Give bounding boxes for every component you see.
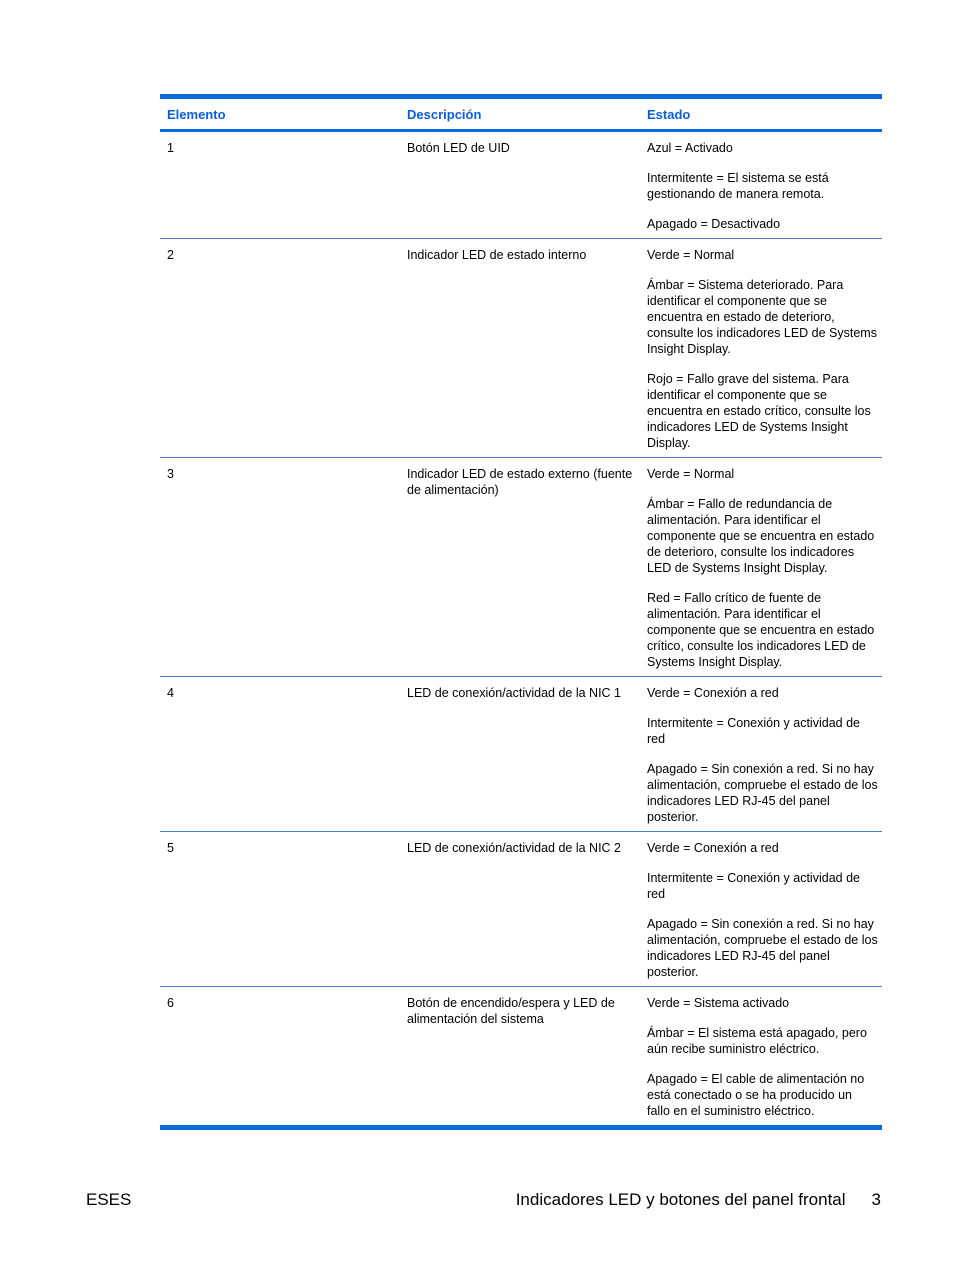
page-number: 3: [871, 1190, 881, 1209]
header-estado: Estado: [647, 106, 691, 122]
description-cell: LED de conexión/actividad de la NIC 2: [407, 841, 622, 855]
table-row: [160, 132, 882, 238]
status-cell: [640, 247, 882, 451]
status-line: Verde = Normal: [647, 467, 735, 481]
item-cell: 6: [167, 996, 174, 1010]
status-line: Apagado = El cable de alimentación no está conectado o se ha producido un fallo en el suministro eléctrico.: [647, 1072, 865, 1118]
led-table: [160, 94, 882, 1130]
status-line: Intermitente = Conexión y actividad de red: [647, 716, 860, 746]
status-line: Apagado = Sin conexión a red. Si no hay alimentación, compruebe el estado de los indicadores LED RJ-45 del panel posterior.: [647, 762, 878, 824]
header-elemento: Elemento: [167, 106, 226, 122]
status-line: Verde = Sistema activado: [647, 996, 790, 1010]
status-line: Apagado = Desactivado: [647, 217, 781, 231]
description-cell: Botón LED de UID: [407, 141, 510, 155]
status-line: Ámbar = El sistema está apagado, pero aún recibe suministro eléctrico.: [647, 1026, 867, 1056]
status-line: Intermitente = Conexión y actividad de red: [647, 871, 860, 901]
status-line: Red = Fallo crítico de fuente de alimentación. Para identificar el componente que se encuentra en estado crítico, consulte los indicadores LED de Systems Insight Display.: [647, 591, 875, 669]
table-row: [160, 457, 882, 676]
description-cell: Indicador LED de estado interno: [407, 248, 587, 262]
item-cell: 1: [167, 141, 174, 155]
description-cell: LED de conexión/actividad de la NIC 1: [407, 686, 622, 700]
header-descripcion: Descripción: [407, 106, 482, 122]
status-line: Ámbar = Fallo de redundancia de alimentación. Para identificar el componente que se encuentra en estado de deterioro, consulte los indicadores LED de Systems Insight Display.: [647, 497, 875, 575]
status-line: Verde = Conexión a red: [647, 686, 779, 700]
status-line: Azul = Activado: [647, 141, 733, 155]
table-header: [160, 99, 882, 132]
footer-section-title: Indicadores LED y botones del panel frontal: [515, 1190, 846, 1209]
footer-language-code: ESES: [86, 1190, 132, 1209]
status-line: Ámbar = Sistema deteriorado. Para identificar el componente que se encuentra en estado de deterioro, consulte los indicadores LED de Systems Insight Display.: [647, 278, 877, 356]
footer-section: [516, 1190, 881, 1210]
status-cell: [640, 840, 882, 980]
item-cell: 5: [167, 841, 174, 855]
table-row: [160, 986, 882, 1125]
status-line: Rojo = Fallo grave del sistema. Para identificar el componente que se encuentra en estado crítico, consulte los indicadores LED de Systems Insight Display.: [647, 372, 871, 450]
status-line: Apagado = Sin conexión a red. Si no hay alimentación, compruebe el estado de los indicadores LED RJ-45 del panel posterior.: [647, 917, 878, 979]
description-cell: Indicador LED de estado externo (fuente de alimentación): [407, 467, 633, 497]
status-cell: [640, 466, 882, 670]
status-line: Intermitente = El sistema se está gestionando de manera remota.: [647, 171, 829, 201]
description-cell: Botón de encendido/espera y LED de alimentación del sistema: [407, 996, 615, 1026]
status-cell: [640, 140, 882, 232]
status-cell: [640, 995, 882, 1119]
table-row: [160, 238, 882, 457]
page-footer: [86, 1190, 881, 1214]
table-row: [160, 831, 882, 986]
status-cell: [640, 685, 882, 825]
item-cell: 2: [167, 248, 174, 262]
item-cell: 4: [167, 686, 174, 700]
status-line: Verde = Normal: [647, 248, 735, 262]
table-row: [160, 676, 882, 831]
status-line: Verde = Conexión a red: [647, 841, 779, 855]
item-cell: 3: [167, 467, 174, 481]
